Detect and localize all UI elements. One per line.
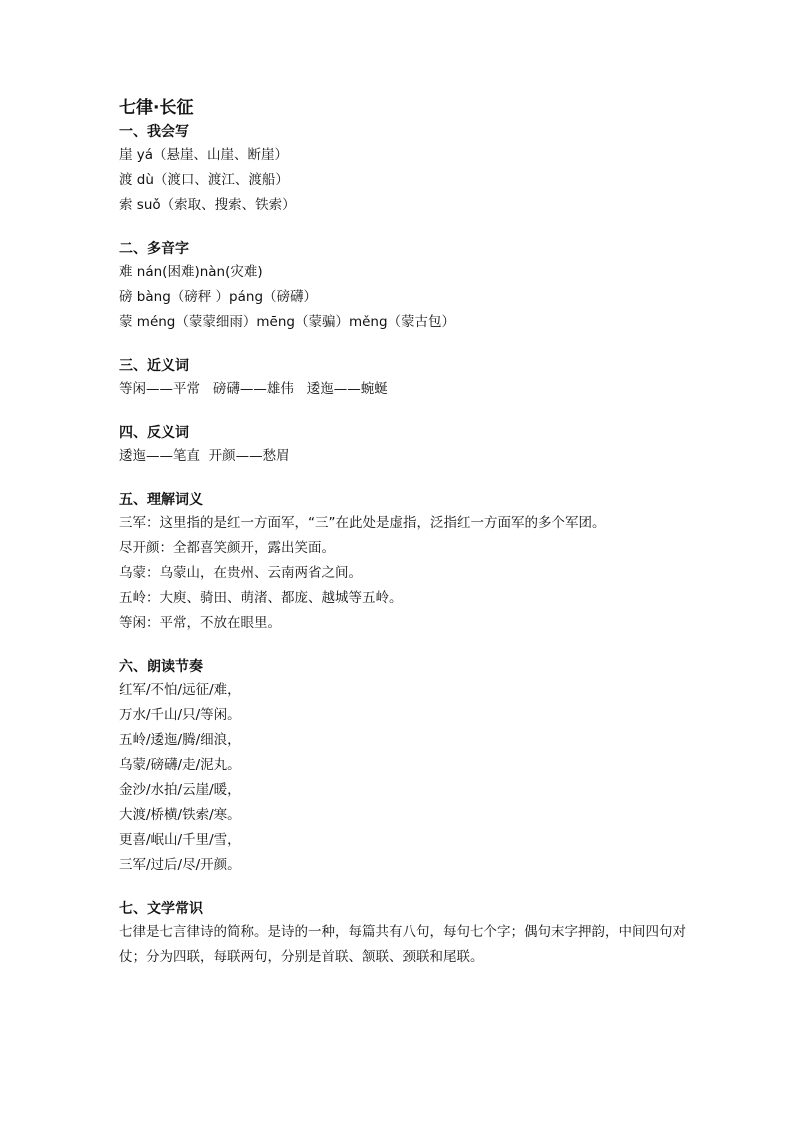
section-heading: 五、理解词义	[119, 492, 203, 508]
section-heading: 七、文学常识	[119, 901, 203, 917]
section-literary-knowledge	[119, 898, 719, 970]
section-line: 五岭：大庾、骑田、萌渚、都庞、越城等五岭。	[119, 590, 403, 606]
poem-line: 五岭/逶迤/腾/细浪，	[119, 732, 241, 748]
section-line: 逶迤——笔直 开颜——愁眉	[119, 448, 290, 464]
section-line: 三军：这里指的是红一方面军，“三”在此处是虚指，泛指红一方面军的多个军团。	[119, 515, 606, 531]
section-line: 尽开颜：全都喜笑颜开，露出笑面。	[119, 540, 335, 556]
section-word-meaning	[119, 489, 719, 636]
poem-line: 更喜/岷山/千里/雪，	[119, 832, 241, 848]
section-line: 乌蒙：乌蒙山，在贵州、云南两省之间。	[119, 565, 362, 581]
section-line: 渡 dù（渡口、渡江、渡船）	[119, 172, 289, 188]
poem-line: 红军/不怕/远征/难，	[119, 682, 241, 698]
poem-line: 大渡/桥横/铁索/寒。	[119, 807, 241, 823]
section-write	[119, 121, 719, 218]
section-antonyms	[119, 422, 719, 469]
section-spacer	[119, 878, 719, 898]
poem-line: 万水/千山/只/等闲。	[119, 707, 241, 723]
section-heading: 二、多音字	[119, 241, 189, 257]
poem-line: 金沙/水拍/云崖/暖，	[119, 782, 241, 798]
poem-line: 三军/过后/尽/开颜。	[119, 857, 241, 873]
section-heading: 六、朗读节奏	[119, 659, 203, 675]
section-spacer	[119, 469, 719, 489]
section-polyphonic	[119, 238, 719, 335]
section-spacer	[119, 402, 719, 422]
section-spacer	[119, 335, 719, 355]
section-heading: 三、近义词	[119, 358, 189, 374]
section-heading: 一、我会写	[119, 124, 189, 140]
section-synonyms	[119, 355, 719, 402]
document-title: 七律·长征	[119, 98, 194, 118]
section-line: 等闲——平常 磅礴——雄伟 逶迤——蜿蜒	[119, 381, 388, 397]
poem-line: 乌蒙/磅礴/走/泥丸。	[119, 757, 241, 773]
document-page	[119, 96, 719, 970]
section-line: 蒙 méng（蒙蒙细雨）mēng（蒙骗）měng（蒙古包）	[119, 314, 456, 330]
section-heading: 四、反义词	[119, 425, 189, 441]
section-line: 索 suǒ（索取、搜索、铁索）	[119, 197, 296, 213]
section-spacer	[119, 636, 719, 656]
section-line: 等闲：平常，不放在眼里。	[119, 615, 281, 631]
section-spacer	[119, 218, 719, 238]
section-line: 难 nán(困难)nàn(灾难)	[119, 264, 263, 280]
paragraph-text: 七律是七言律诗的简称。是诗的一种，每篇共有八句，每句七个字；偶句末字押韵，中间四句对仗；分为四联，每联两句，分别是首联、颔联、颈联和尾联。	[119, 924, 686, 965]
section-line: 崖 yá（悬崖、山崖、断崖）	[119, 147, 289, 163]
section-reading-rhythm	[119, 656, 719, 878]
section-line: 磅 bàng（磅秤 ）páng（磅礴）	[119, 289, 318, 305]
